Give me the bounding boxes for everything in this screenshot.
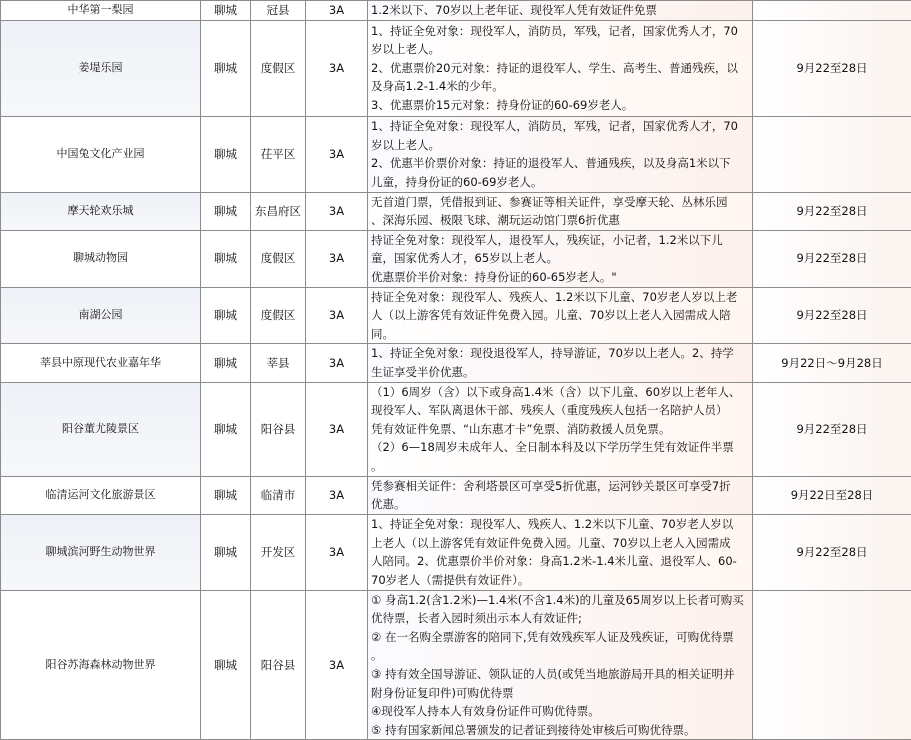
level-cell: 3A [306,20,368,116]
date-cell: 9月22至28日 [753,20,911,116]
policy-description [368,590,753,740]
policy-description [368,287,753,344]
date-cell: 9月22日～9月28日 [753,344,911,382]
date-cell: 9月22日至28日 [753,476,911,514]
policy-line: 3、优惠票价15元对象：持身份证的60-69岁老人。 [371,96,748,115]
city-cell: 聊城 [201,344,251,382]
policy-line: 凭参赛相关证件：舍利塔景区可享受5折优惠，运河钞关景区可享受7折 [371,477,748,496]
district-cell: 度假区 [251,230,306,287]
level-cell: 3A [306,116,368,192]
district-cell: 冠县 [251,1,306,21]
policy-line: 优惠。 [371,495,748,514]
scenic-spot-name: 阳谷董尤陵景区 [1,382,201,476]
district-cell: 阳谷县 [251,382,306,476]
policy-description [368,476,753,514]
policy-description [368,116,753,192]
table-row [1,514,911,590]
city-cell: 聊城 [201,514,251,590]
policy-line: 1、持证全免对象：现役军人，消防员，军残，记者，国家优秀人才，70 [371,117,748,136]
date-cell [753,116,911,192]
policy-line: ② 在一名购全票游客的陪同下,凭有效残疾军人证及残疾证，可购优待票 [371,628,748,647]
policy-line: 岁以上老人。 [371,136,748,155]
city-cell: 聊城 [201,192,251,230]
scenic-spot-name: 阳谷苏海森林动物世界 [1,590,201,740]
date-cell: 9月22至28日 [753,382,911,476]
policy-line: 1、持证全免对象：现役军人、残疾人、1.2米以下儿童、70岁老人岁以 [371,515,748,534]
scenic-spot-name: 南湖公园 [1,287,201,344]
policy-line: 儿童，持身份证的60-69岁老人。 [371,173,748,192]
policy-line: 人（以上游客凭有效证件免费入园。儿童、70岁以上老人入园需成人陪 [371,306,748,325]
policy-line: 人陪同。2、优惠票价半价对象：身高1.2米-1.4米儿童、退役军人、60- [371,552,748,571]
policy-description [368,1,753,21]
city-cell: 聊城 [201,382,251,476]
policy-line: 2、优惠半价票价对象：持证的退役军人、普通残疾，以及身高1米以下 [371,154,748,173]
policy-description [368,514,753,590]
policy-line: 及身高1.2-1.4米的少年。 [371,77,748,96]
scenic-spot-name: 聊城动物园 [1,230,201,287]
policy-description [368,192,753,230]
level-cell: 3A [306,590,368,740]
district-cell: 阳谷县 [251,590,306,740]
policy-line: 2、优惠票价20元对象：持证的退役军人、学生、高考生、普通残疾，以 [371,59,748,78]
level-cell: 3A [306,1,368,21]
table-row [1,230,911,287]
date-cell: 9月22至28日 [753,230,911,287]
policy-line: 上老人（以上游客凭有效证件免费入园。儿童、70岁以上老人入园需成 [371,534,748,553]
city-cell: 聊城 [201,287,251,344]
table-row [1,344,911,382]
policy-line: 优待票，长者入园时须出示本人有效证件; [371,609,748,628]
policy-line: 无首道门票，凭借报到证、参赛证等相关证件，享受摩天轮、丛林乐园 [371,193,748,212]
policy-line: 优惠票价半价对象：持身份证的60-65岁老人。" [371,268,748,287]
city-cell: 聊城 [201,116,251,192]
scenic-spot-name: 临清运河文化旅游景区 [1,476,201,514]
district-cell: 度假区 [251,20,306,116]
policy-line: 1、持证全免对象：现役退役军人，持导游证，70岁以上老人。2、持学 [371,344,748,363]
table-row [1,287,911,344]
level-cell: 3A [306,382,368,476]
date-cell: 9月22至28日 [753,287,911,344]
policy-line: 生证享受半价优惠。 [371,363,748,382]
table-row [1,20,911,116]
policy-description [368,382,753,476]
table-row [1,590,911,740]
scenic-spot-name: 摩天轮欢乐城 [1,192,201,230]
policy-line: 持证全免对象：现役军人，退役军人，残疾证，小记者，1.2米以下儿 [371,231,748,250]
scenic-spot-name: 莘县中原现代农业嘉年华 [1,344,201,382]
scenic-spot-name: 中国兔文化产业园 [1,116,201,192]
district-cell: 莘县 [251,344,306,382]
level-cell: 3A [306,230,368,287]
level-cell: 3A [306,514,368,590]
policy-line: 。 [371,457,748,476]
policy-line: ① 身高1.2(含1.2米)—1.4米(不含1.4米)的儿童及65周岁以上长者可购买 [371,591,748,610]
policy-line: ③ 持有效全国导游证、领队证的人员(或凭当地旅游局开具的相关证明并 [371,665,748,684]
policy-line: 1、持证全免对象：现役军人，消防员，军残，记者，国家优秀人才，70 [371,22,748,41]
policy-line: 、深海乐园、极限飞球、潮玩运动馆门票6折优惠 [371,211,748,230]
scenic-spot-name: 聊城滨河野生动物世界 [1,514,201,590]
city-cell: 聊城 [201,20,251,116]
policy-line: 附身份证复印件)可购优待票 [371,684,748,703]
city-cell: 聊城 [201,476,251,514]
date-cell: 9月22至28日 [753,514,911,590]
policy-line: 岁以上老人。 [371,40,748,59]
level-cell: 3A [306,476,368,514]
scenic-spot-name: 中华第一梨园 [1,1,201,21]
city-cell: 聊城 [201,1,251,21]
date-cell [753,1,911,21]
policy-line: 70岁老人（需提供有效证件）。 [371,571,748,590]
level-cell: 3A [306,344,368,382]
policy-line: 现役军人、军队离退休干部、残疾人（重度残疾人包括一名陪护人员） [371,401,748,420]
policy-line: （1）6周岁（含）以下或身高1.4米（含）以下儿童、60岁以上老年人、 [371,383,748,402]
policy-line: ④现役军人持本人有效身份证件可购优待票。 [371,702,748,721]
policy-description [368,344,753,382]
level-cell: 3A [306,192,368,230]
policy-line: 持证全免对象：现役军人、残疾人、1.2米以下儿童、70岁老人岁以上老 [371,288,748,307]
policy-description [368,230,753,287]
policy-line: 凭有效证件免票、“山东惠才卡”免票、消防救援人员免票。 [371,420,748,439]
table-row [1,476,911,514]
table-row [1,192,911,230]
policy-line: 童，国家优秀人才，65岁以上老人。 [371,249,748,268]
district-cell: 临清市 [251,476,306,514]
policy-description [368,20,753,116]
city-cell: 聊城 [201,590,251,740]
district-cell: 东昌府区 [251,192,306,230]
policy-line: 同。 [371,325,748,344]
district-cell: 度假区 [251,287,306,344]
table-row [1,1,911,21]
district-cell: 开发区 [251,514,306,590]
city-cell: 聊城 [201,230,251,287]
district-cell: 茌平区 [251,116,306,192]
table-row [1,116,911,192]
date-cell [753,590,911,740]
table-row [1,382,911,476]
policy-line: 1.2米以下、70岁以上老年证、现役军人凭有效证件免票 [371,1,748,20]
date-cell: 9月22至28日 [753,192,911,230]
policy-line: 。 [371,646,748,665]
policy-line: （2）6—18周岁未成年人、全日制本科及以下学历学生凭有效证件半票 [371,438,748,457]
level-cell: 3A [306,287,368,344]
policy-line: ⑤ 持有国家新闻总署颁发的记者证到接待处审核后可购优待票。 [371,721,748,740]
scenic-spot-name: 姜堤乐园 [1,20,201,116]
